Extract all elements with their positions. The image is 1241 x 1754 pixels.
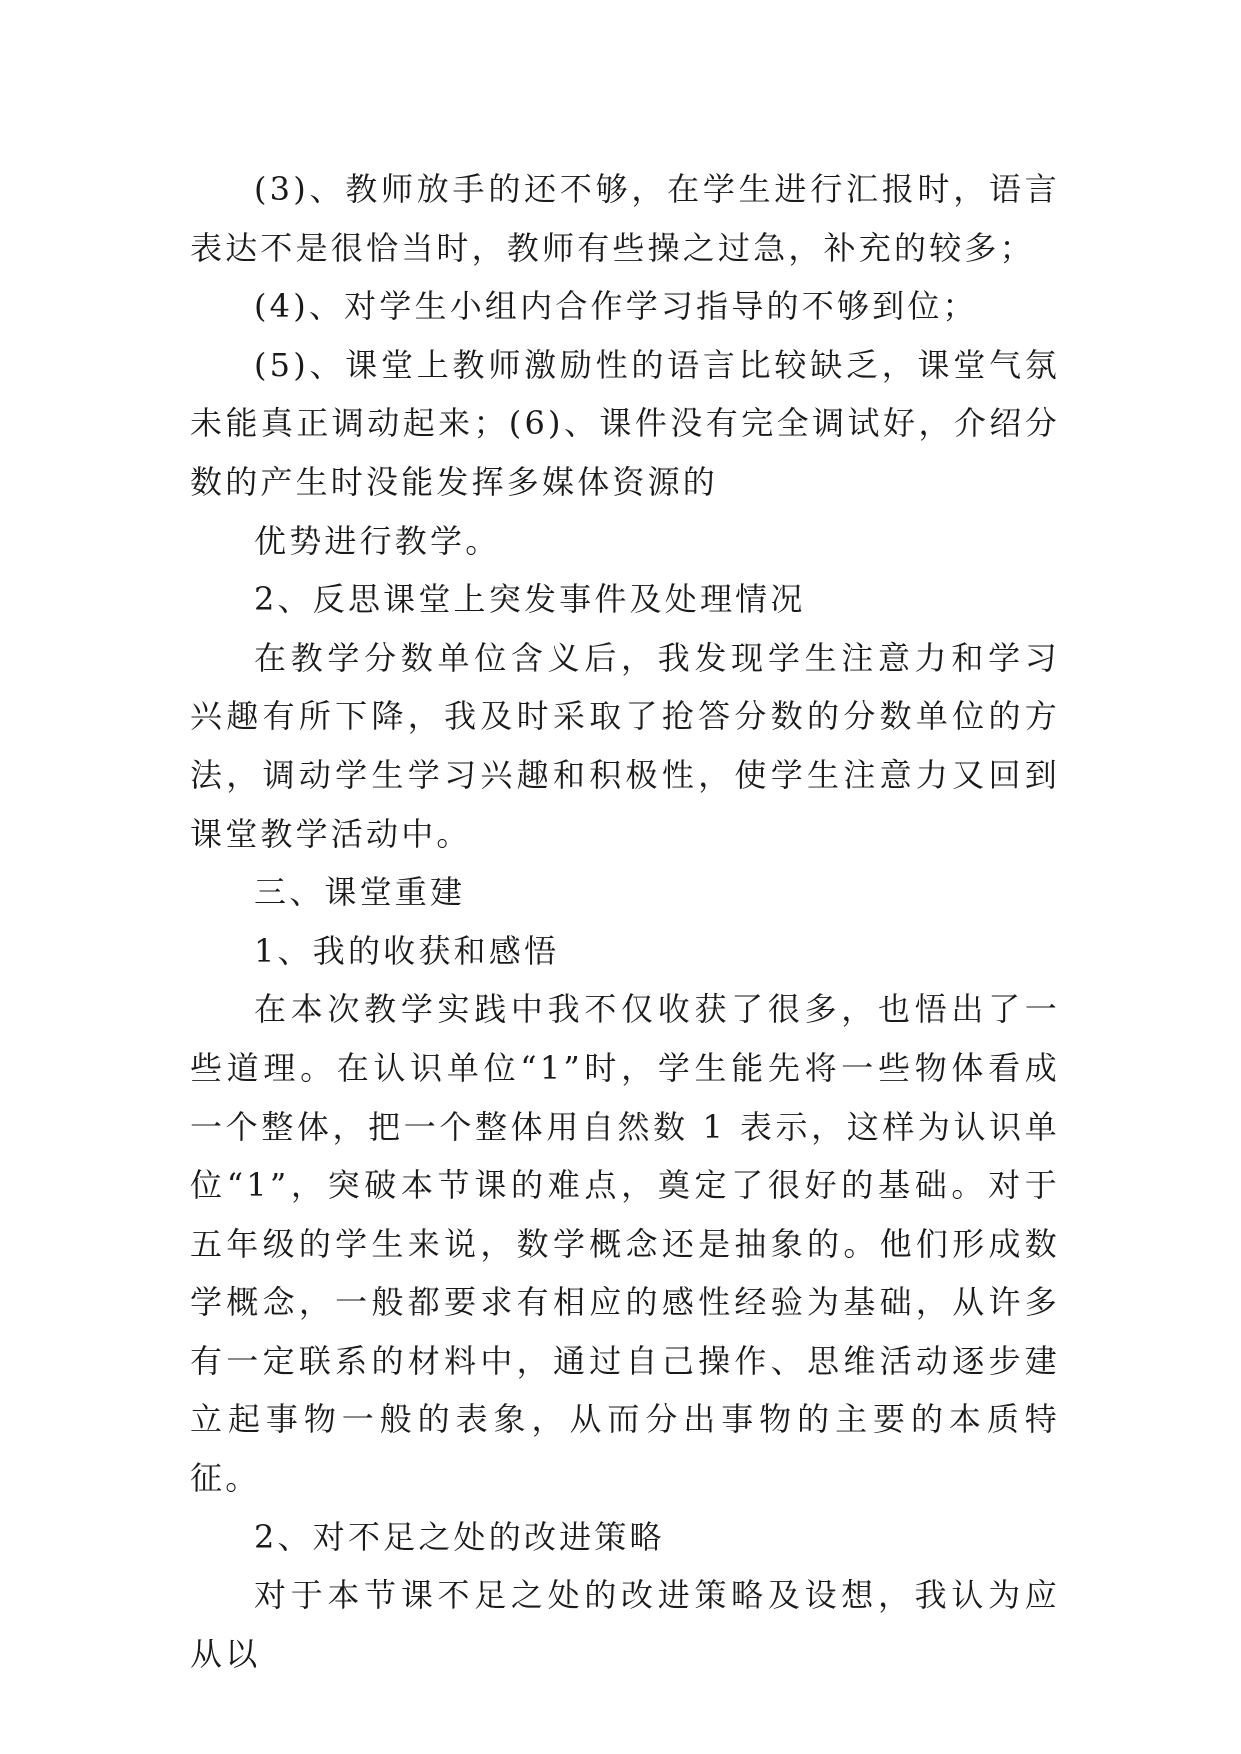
paragraph-multimedia-advantage: 优势进行教学。 [254, 521, 501, 560]
heading-section-three: 三、课堂重建 [254, 873, 466, 912]
paragraph-group-guidance: (4)、对学生小组内合作学习指导的不够到位； [254, 287, 978, 326]
paragraph-classroom-atmosphere: (5)、课堂上教师激励性的语言比较缺乏，课堂气氛未能真正调动起来；(6)、课件没有完全调试好，介绍分数的产生时没能发挥多媒体资源的 [190, 345, 1060, 501]
paragraph-gains-insights: 在本次教学实践中我不仅收获了很多，也悟出了一些道理。在认识单位“1”时，学生能先将一些物体看成一个整体，把一个整体用自然数 1 表示，这样为认识单位“1”，突破本节课的难点，奠定了很好的基础。对于五年级的学生来说，数学概念还是抽象的。他们形成数学概念，一般都要求有相应的感性经验为基础，从许多有一定联系的材料中，通过自己操作、思维活动逐步建立起事物一般的表象，从而分出事物的主要的本质特征。 [190, 990, 1060, 1498]
document-body [190, 160, 1060, 1683]
heading-improvement-strategy: 2、对不足之处的改进策略 [254, 1517, 665, 1556]
paragraph-improvement-strategy: 对于本节课不足之处的改进策略及设想，我认为应从以 [190, 1576, 1060, 1673]
paragraph-teacher-feedback: (3)、教师放手的还不够，在学生进行汇报时，语言表达不是很恰当时，教师有些操之过急，补充的较多； [190, 170, 1060, 267]
heading-reflect-incidents: 2、反思课堂上突发事件及处理情况 [254, 580, 806, 619]
heading-gains-insights: 1、我的收获和感悟 [254, 931, 560, 970]
paragraph-incident-handling: 在教学分数单位含义后，我发现学生注意力和学习兴趣有所下降，我及时采取了抢答分数的分数单位的方法，调动学生学习兴趣和积极性，使学生注意力又回到课堂教学活动中。 [190, 638, 1060, 853]
